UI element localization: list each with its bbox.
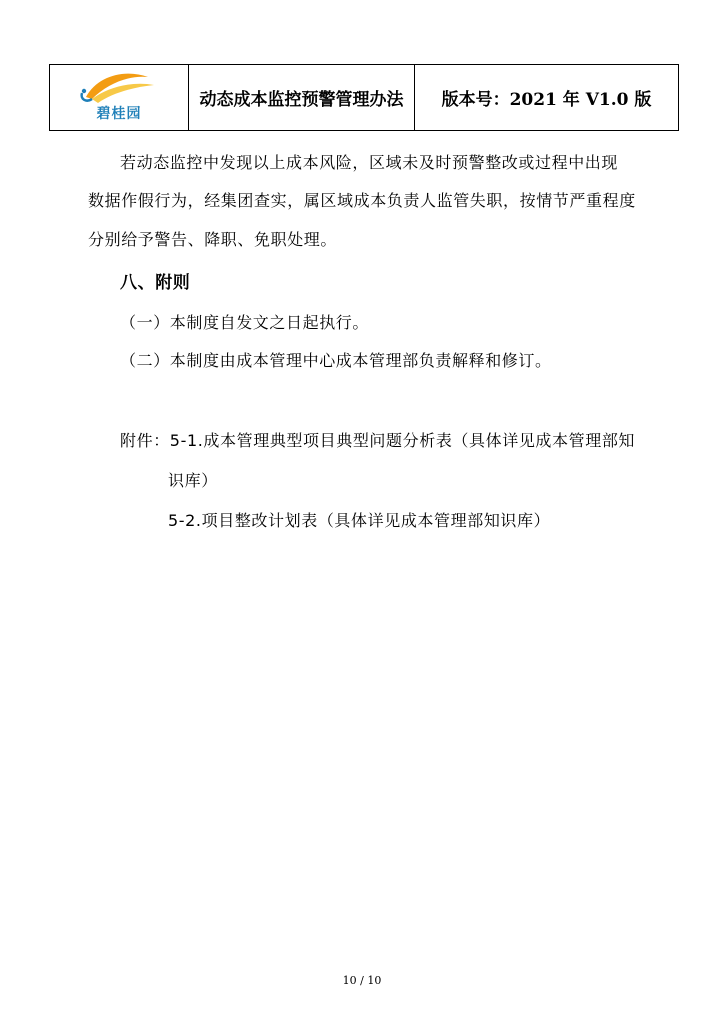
logo-caption: 碧桂园 xyxy=(96,106,142,122)
section-heading: 八、附则 xyxy=(120,273,191,293)
paragraph-line-1: 若动态监控中发现以上成本风险，区域未及时预警整改或过程中出现 xyxy=(120,153,619,172)
paragraph-line-3: 分别给予警告、降职、免职处理。 xyxy=(88,230,338,249)
document-title: 动态成本监控预警管理办法 xyxy=(189,65,415,131)
paragraph-line-2: 数据作假行为，经集团查实，属区域成本负责人监管失职，按情节严重程度 xyxy=(88,191,636,210)
attachment-2: 5-2.项目整改计划表（具体详见成本管理部知识库） xyxy=(168,511,551,530)
attachment-1-line-1: 附件：5-1.成本管理典型项目典型问题分析表（具体详见成本管理部知 xyxy=(120,431,636,450)
version-label: 版本号：2021 年 V1.0 版 xyxy=(415,65,679,131)
attachment-1-line-2: 识库） xyxy=(168,471,218,490)
list-item-1: （一）本制度自发文之日起执行。 xyxy=(120,313,370,332)
country-garden-logo-icon xyxy=(78,69,160,105)
page-number: 10 / 10 xyxy=(342,974,382,987)
company-logo xyxy=(50,65,188,130)
document-header-table xyxy=(49,64,679,131)
list-item-2: （二）本制度由成本管理中心成本管理部负责解释和修订。 xyxy=(120,351,552,370)
logo-cell xyxy=(50,65,189,131)
